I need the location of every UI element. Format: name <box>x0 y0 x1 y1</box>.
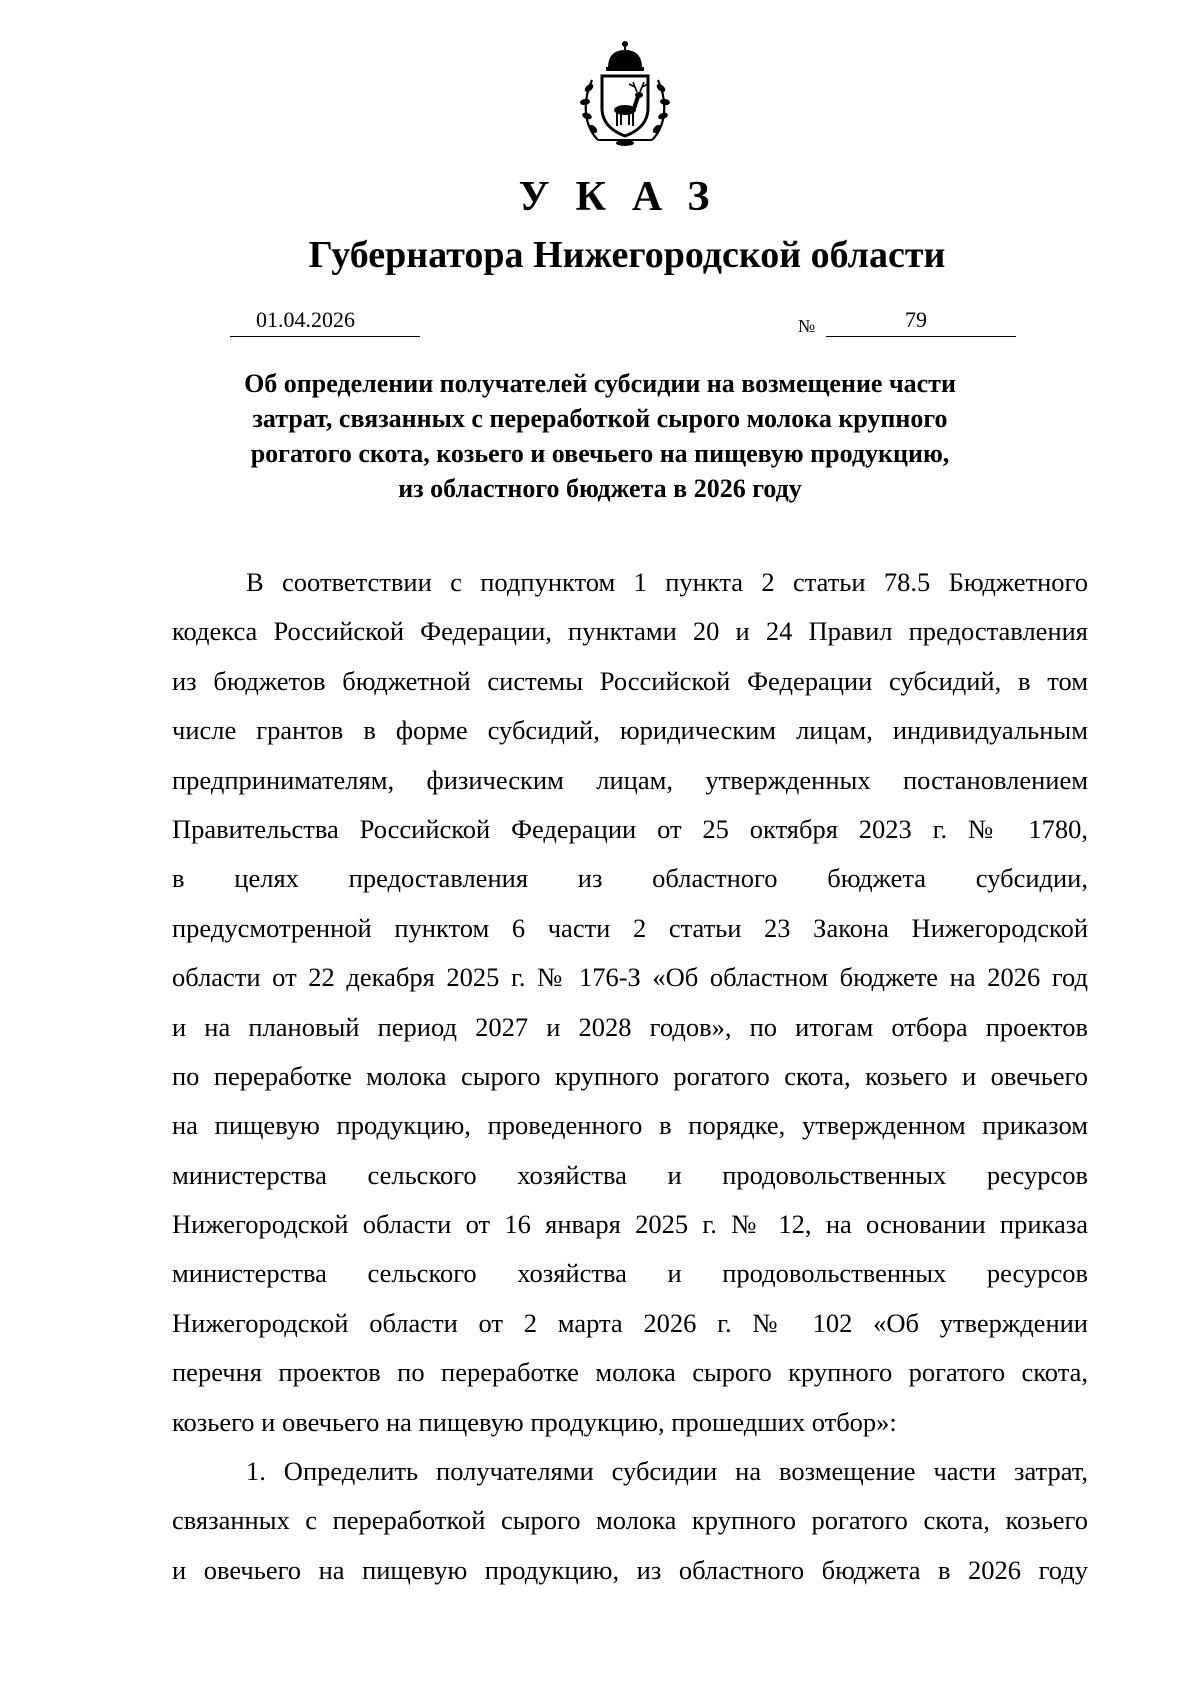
document-title <box>180 366 1020 506</box>
body-line: и овечьего на пищевую продукцию, из областного бюджета в 2026 году <box>172 1554 1088 1585</box>
title-line: рогатого скота, козьего и овечьего на пищевую продукцию, <box>250 439 950 468</box>
number-sign: № <box>798 316 816 336</box>
document-date-field <box>230 306 420 337</box>
nizhny-novgorod-coat-of-arms-icon <box>570 40 680 152</box>
document-type-heading: УКАЗ <box>518 174 736 220</box>
body-line: кодекса Российской Федерации, пунктами 20 и 24 Правил предоставления <box>172 616 1088 647</box>
body-line: в целях предоставления из областного бюджета субсидии, <box>172 863 1088 894</box>
body-line: по переработке молока сырого крупного рогатого скота, козьего и овечьего <box>172 1060 1088 1091</box>
body-line: предусмотренной пунктом 6 части 2 статьи 23 Закона Нижегородской <box>172 912 1088 943</box>
body-line: связанных с переработкой сырого молока крупного рогатого скота, козьего <box>172 1505 1088 1536</box>
body-line: числе грантов в форме субсидий, юридическим лицам, индивидуальным <box>172 715 1088 746</box>
body-line: В соответствии с подпунктом 1 пункта 2 статьи 78.5 Бюджетного <box>246 567 1088 597</box>
title-line: из областного бюджета в 2026 году <box>398 474 802 503</box>
title-line: затрат, связанных с переработкой сырого молока крупного <box>252 404 948 433</box>
body-line: на пищевую продукцию, проведенного в порядке, утвержденном приказом <box>172 1110 1088 1141</box>
body-line: Правительства Российской Федерации от 25 октября 2023 г. № 1780, <box>172 813 1088 844</box>
body-line: области от 22 декабря 2025 г. № 176-З «Об областном бюджете на 2026 год <box>172 962 1088 993</box>
body-line: министерства сельского хозяйства и продовольственных ресурсов <box>172 1159 1088 1190</box>
body-line: перечня проектов по переработке молока сырого крупного рогатого скота, <box>172 1357 1088 1388</box>
body-line: министерства сельского хозяйства и продовольственных ресурсов <box>172 1258 1088 1289</box>
body-line: Нижегородской области от 16 января 2025 г. № 12, на основании приказа <box>172 1209 1088 1240</box>
body-line: предпринимателям, физическим лицам, утвержденных постановлением <box>172 764 1088 795</box>
body-line: козьего и овечьего на пищевую продукцию, прошедших отбор»: <box>172 1406 897 1437</box>
document-number-field <box>826 306 1016 337</box>
document-date: 01.04.2026 <box>256 307 355 332</box>
document-number: 79 <box>905 307 927 332</box>
body-line: из бюджетов бюджетной системы Российской Федерации субсидий, в том <box>172 665 1088 696</box>
document-body <box>172 558 1088 1595</box>
document-issuer-heading: Губернатора Нижегородской области <box>308 234 946 276</box>
body-line: 1. Определить получателями субсидии на возмещение части затрат, <box>246 1456 1088 1487</box>
body-line: и на плановый период 2027 и 2028 годов», по итогам отбора проектов <box>172 1011 1088 1042</box>
title-line: Об определении получателей субсидии на возмещение части <box>244 369 956 398</box>
body-line: Нижегородской области от 2 марта 2026 г. № 102 «Об утверждении <box>172 1307 1088 1338</box>
